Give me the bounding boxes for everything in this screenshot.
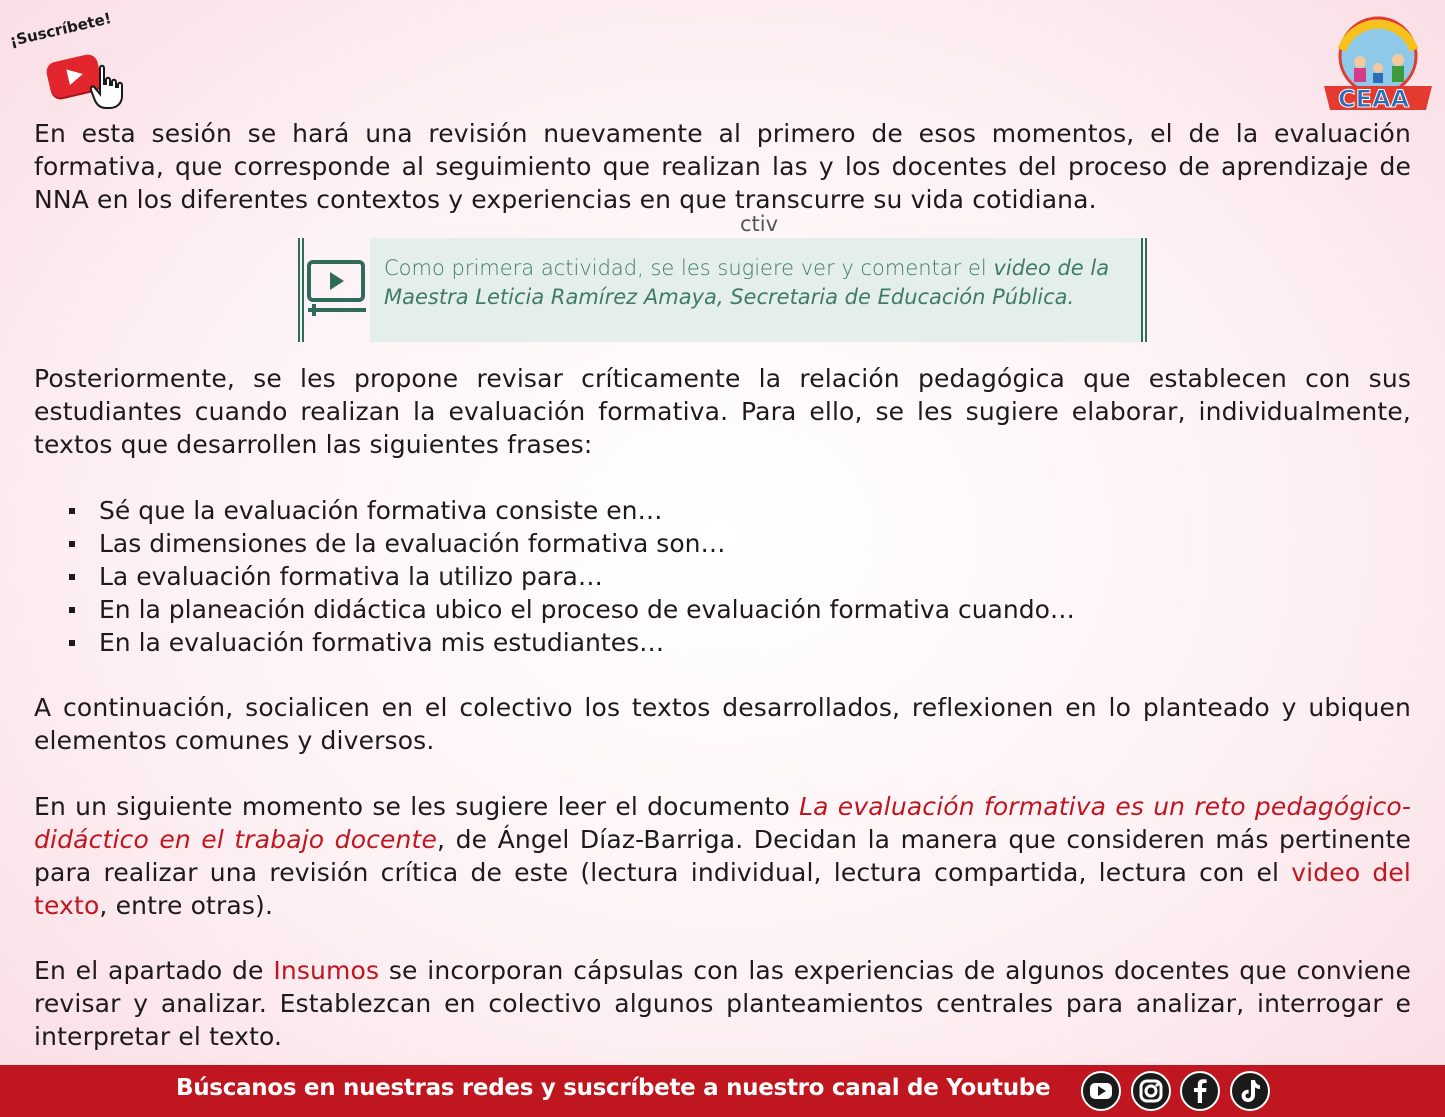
youtube-icon[interactable]: [1081, 1071, 1121, 1111]
tiktok-icon[interactable]: [1230, 1071, 1270, 1111]
reading-text-c: , entre otras).: [99, 891, 274, 920]
socialize-paragraph: A continuación, socialicen en el colectivo los textos desarrollados, reflexionen en lo planteado y ubiquen elementos comunes y diversos.: [34, 693, 1411, 755]
callout-right-border: [1141, 238, 1147, 342]
logo-text: CEAA: [1338, 85, 1410, 112]
intro-paragraph: En esta sesión se hará una revisión nuevamente al primero de esos momentos, el de la evaluación formativa, que corresponde al seguimiento que realizan las y los docentes del proceso de aprendizaje de NNA en los diferentes contextos y experiencias en que transcurre su vida cotidiana.: [34, 119, 1411, 214]
callout-video-link[interactable]: video de la Maestra Leticia Ramírez Amaya, Secretaria de Educación Pública.: [384, 256, 1110, 309]
document-link[interactable]: La evaluación formativa es un reto pedagógico-didáctico en el trabajo docente: [34, 792, 1411, 854]
pointing-hand-icon: [88, 62, 128, 112]
list-item: Las dimensiones de la evaluación formativa son…: [66, 527, 1366, 560]
stray-text-fragment: ctiv: [740, 212, 779, 236]
reading-paragraph: [34, 790, 1411, 922]
facebook-icon[interactable]: [1180, 1071, 1220, 1111]
callout-text: [384, 254, 1124, 312]
footer-bar: [0, 1065, 1445, 1117]
video-callout: [298, 238, 1147, 342]
subscribe-label: ¡Suscríbete!: [7, 9, 114, 50]
footer-text: Búscanos en nuestras redes y suscríbete a nuestro canal de Youtube: [176, 1075, 1051, 1101]
list-item: Sé que la evaluación formativa consiste en…: [66, 494, 1366, 527]
ceaa-logo: [1320, 12, 1436, 112]
instagram-icon[interactable]: [1131, 1071, 1171, 1111]
reading-text-a: En un siguiente momento se les sugiere leer el documento: [34, 792, 800, 821]
list-item: En la planeación didáctica ubico el proceso de evaluación formativa cuando…: [66, 593, 1366, 626]
subscribe-badge[interactable]: [7, 9, 128, 98]
insumos-paragraph: [34, 954, 1411, 1053]
text-video-link[interactable]: video del texto: [34, 858, 1411, 920]
list-item: La evaluación formativa la utilizo para…: [66, 560, 1366, 593]
video-player-icon: [306, 258, 368, 316]
reflection-paragraph: Posteriormente, se les propone revisar críticamente la relación pedagógica que establecen con sus estudiantes cuando realizan la evaluación formativa. Para ello, se les sugiere elaborar, individualmente, textos que desarrollen las siguientes frases:: [34, 364, 1411, 459]
insumos-link[interactable]: Insumos: [273, 956, 380, 985]
prompt-list: [66, 494, 1366, 659]
list-item: En la evaluación formativa mis estudiantes…: [66, 626, 1366, 659]
insumos-text-a: En el apartado de: [34, 956, 274, 985]
reading-text-b: , de Ángel Díaz-Barriga. Decidan la manera que consideren más pertinente para realizar una revisión crítica de este (lectura individual, lectura compartida, lectura con el: [34, 825, 1411, 887]
callout-left-border: [298, 238, 304, 342]
callout-plain-text: Como primera actividad, se les sugiere ver y comentar el: [384, 256, 994, 280]
insumos-text-b: se incorporan cápsulas con las experiencias de algunos docentes que conviene revisar y analizar. Establezcan en colectivo algunos planteamientos centrales para analizar, interrogar e interpretar el texto.: [34, 956, 1411, 1051]
